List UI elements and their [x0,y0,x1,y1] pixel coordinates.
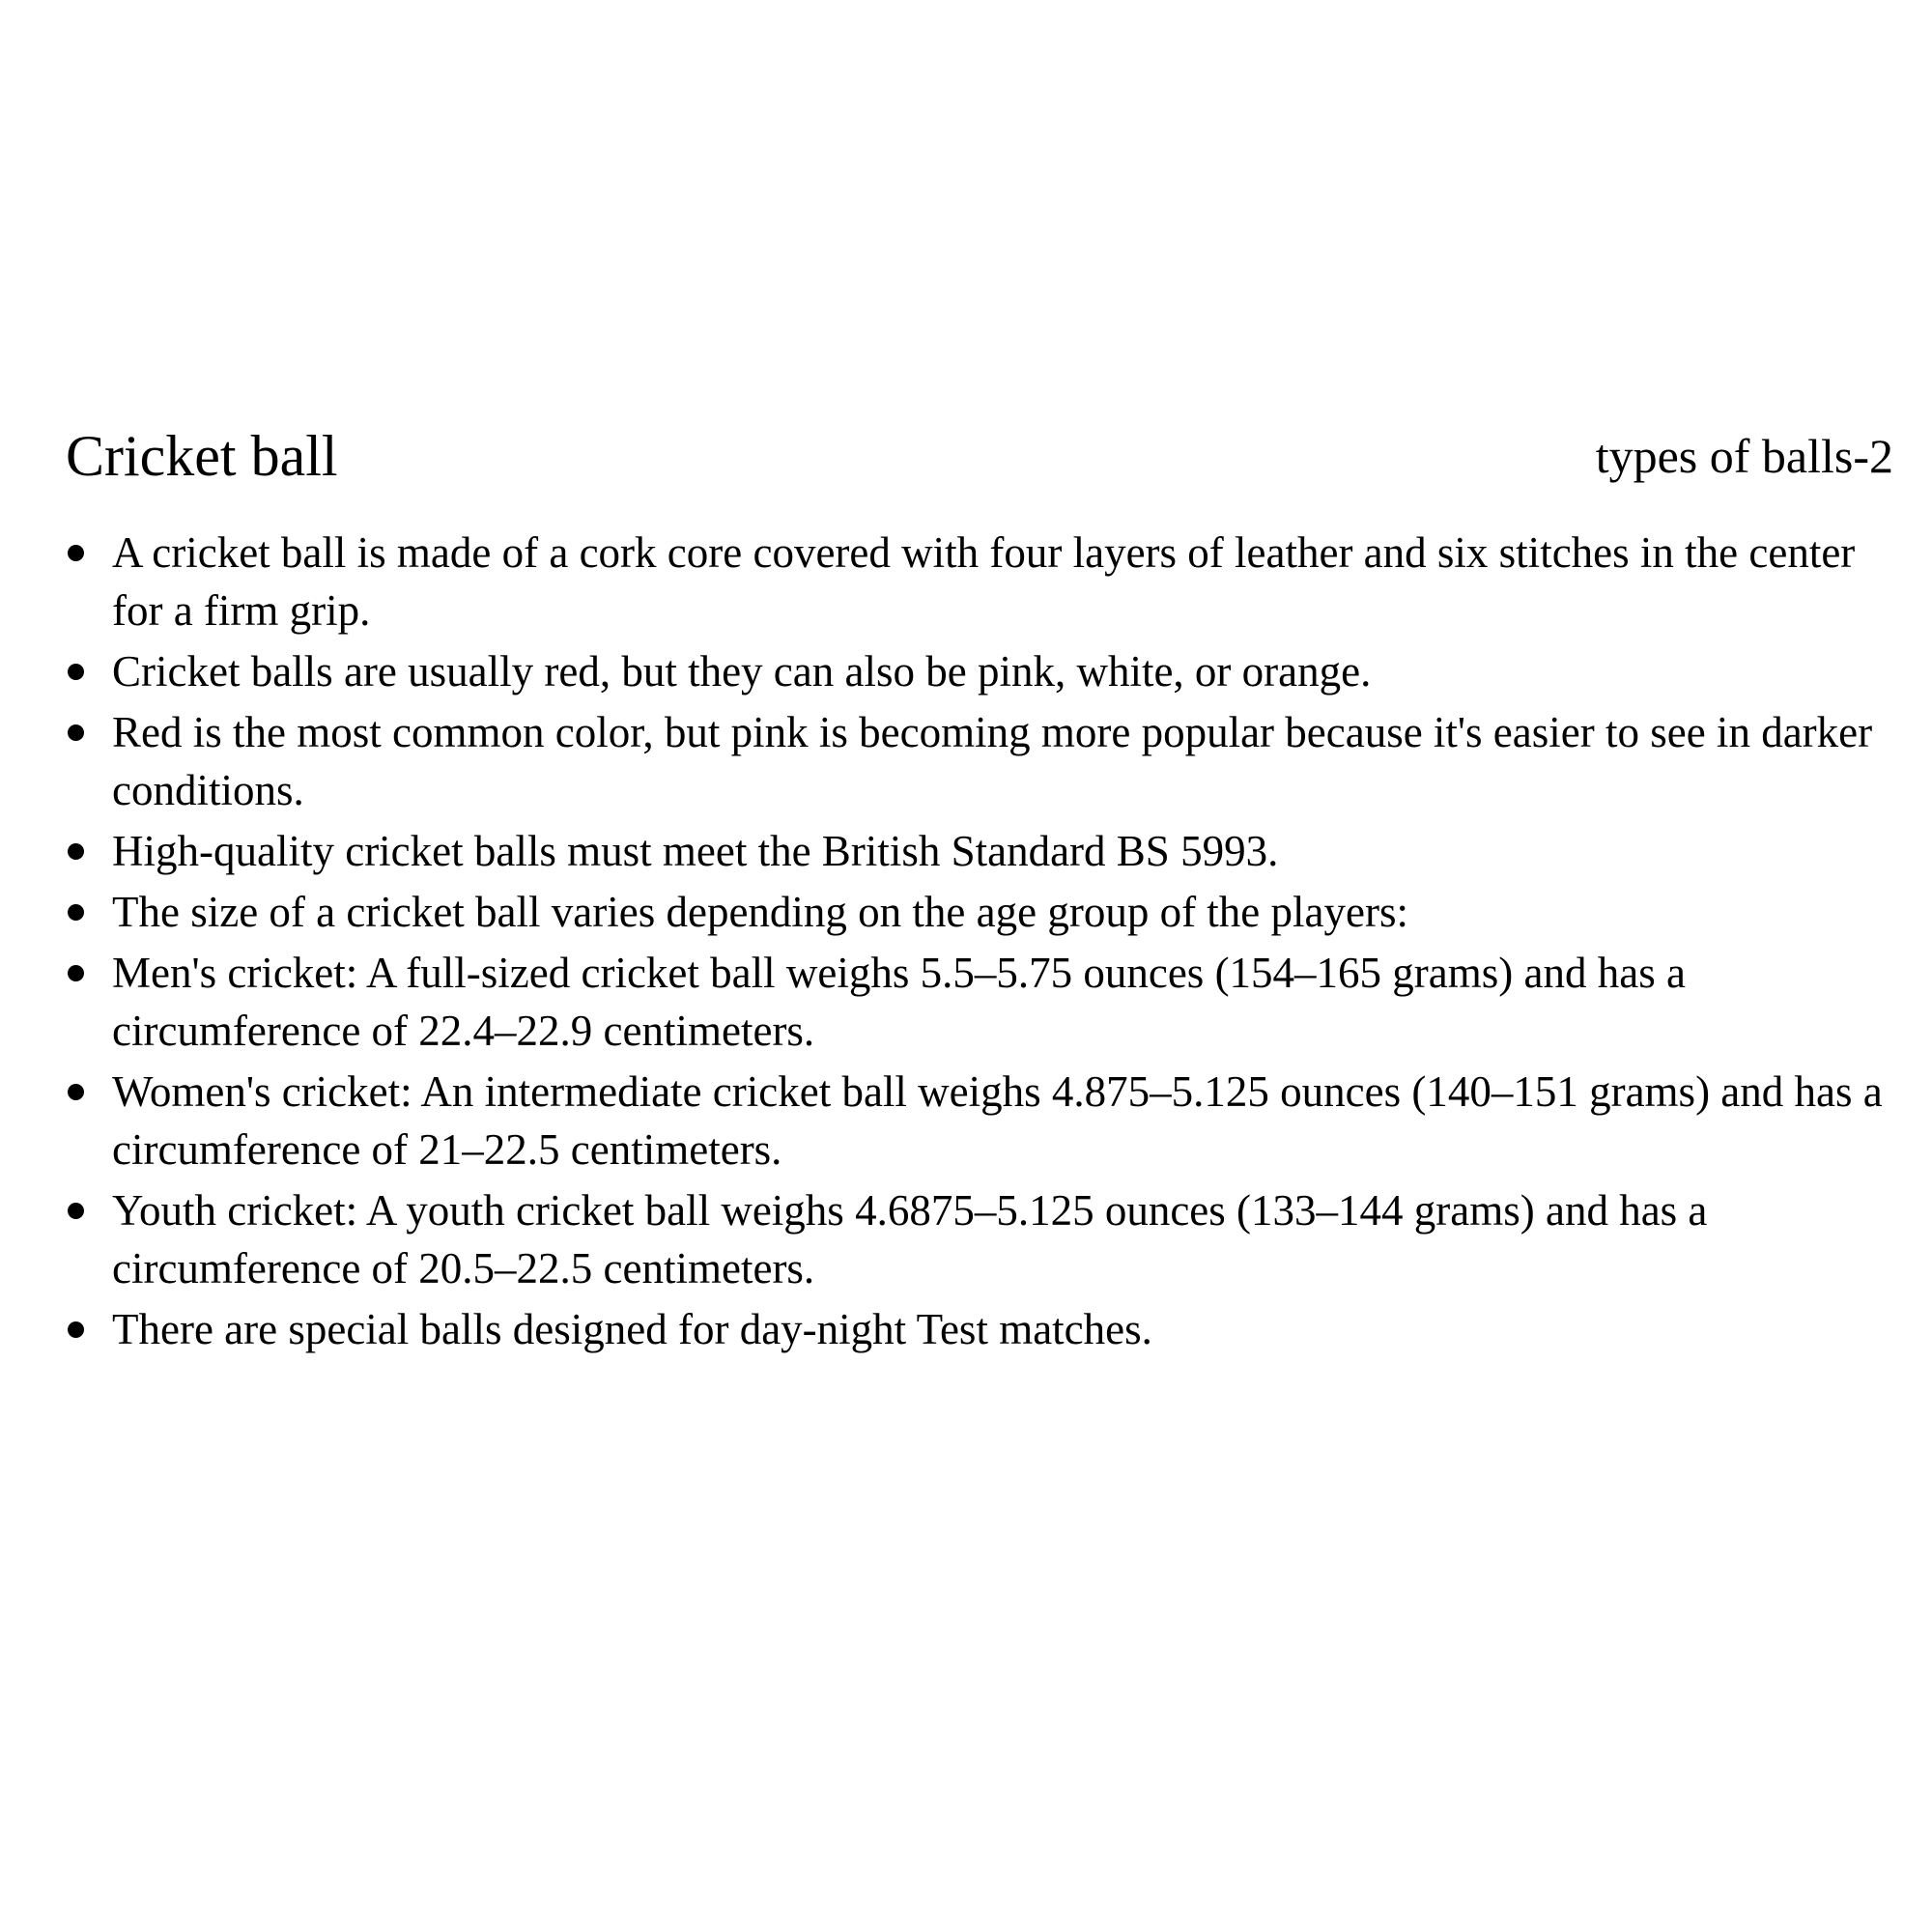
bullet-text: The size of a cricket ball varies depending on the age group of the players: [112,888,1408,936]
bullet-dot-icon [68,965,84,981]
bullet-item [66,703,1893,819]
bullet-dot-icon [68,1203,84,1219]
page-header [66,417,1893,495]
bullet-dot-icon [68,843,84,860]
bullet-text: There are special balls designed for day-night Test matches. [112,1305,1152,1353]
bullet-item [66,524,1893,639]
bullet-text: Youth cricket: A youth cricket ball weighs 4.6875–5.125 ounces (133–144 grams) and has a circumference of 20.5–22.5 centimeters. [112,1186,1708,1293]
bullet-text: Men's cricket: A full-sized cricket ball weighs 5.5–5.75 ounces (154–165 grams) and has a circumference of 22.4–22.9 centimeters. [112,949,1686,1055]
bullet-dot-icon [68,664,84,680]
bullet-item [66,1063,1893,1179]
bullet-text: High-quality cricket balls must meet the British Standard BS 5993. [112,827,1279,875]
bullet-text: Red is the most common color, but pink is becoming more popular because it's easier to see in darker conditions. [112,708,1873,814]
bullet-dot-icon [68,1321,84,1338]
bullet-item [66,883,1893,941]
page-tag: types of balls-2 [1595,429,1893,483]
bullet-dot-icon [68,724,84,741]
bullet-item [66,1181,1893,1297]
bullet-text: A cricket ball is made of a cork core covered with four layers of leather and six stitches in the center for a firm grip. [112,528,1856,635]
bullet-dot-icon [68,545,84,561]
bullet-dot-icon [68,1084,84,1100]
bullet-list [66,524,1893,1361]
bullet-dot-icon [68,904,84,921]
bullet-item [66,642,1893,700]
bullet-text: Cricket balls are usually red, but they can also be pink, white, or orange. [112,647,1372,696]
page-title: Cricket ball [66,424,338,488]
bullet-item [66,822,1893,880]
bullet-item [66,944,1893,1060]
bullet-text: Women's cricket: An intermediate cricket ball weighs 4.875–5.125 ounces (140–151 grams) and has a circumference of 21–22.5 centimeters. [112,1067,1883,1174]
bullet-item [66,1300,1893,1358]
